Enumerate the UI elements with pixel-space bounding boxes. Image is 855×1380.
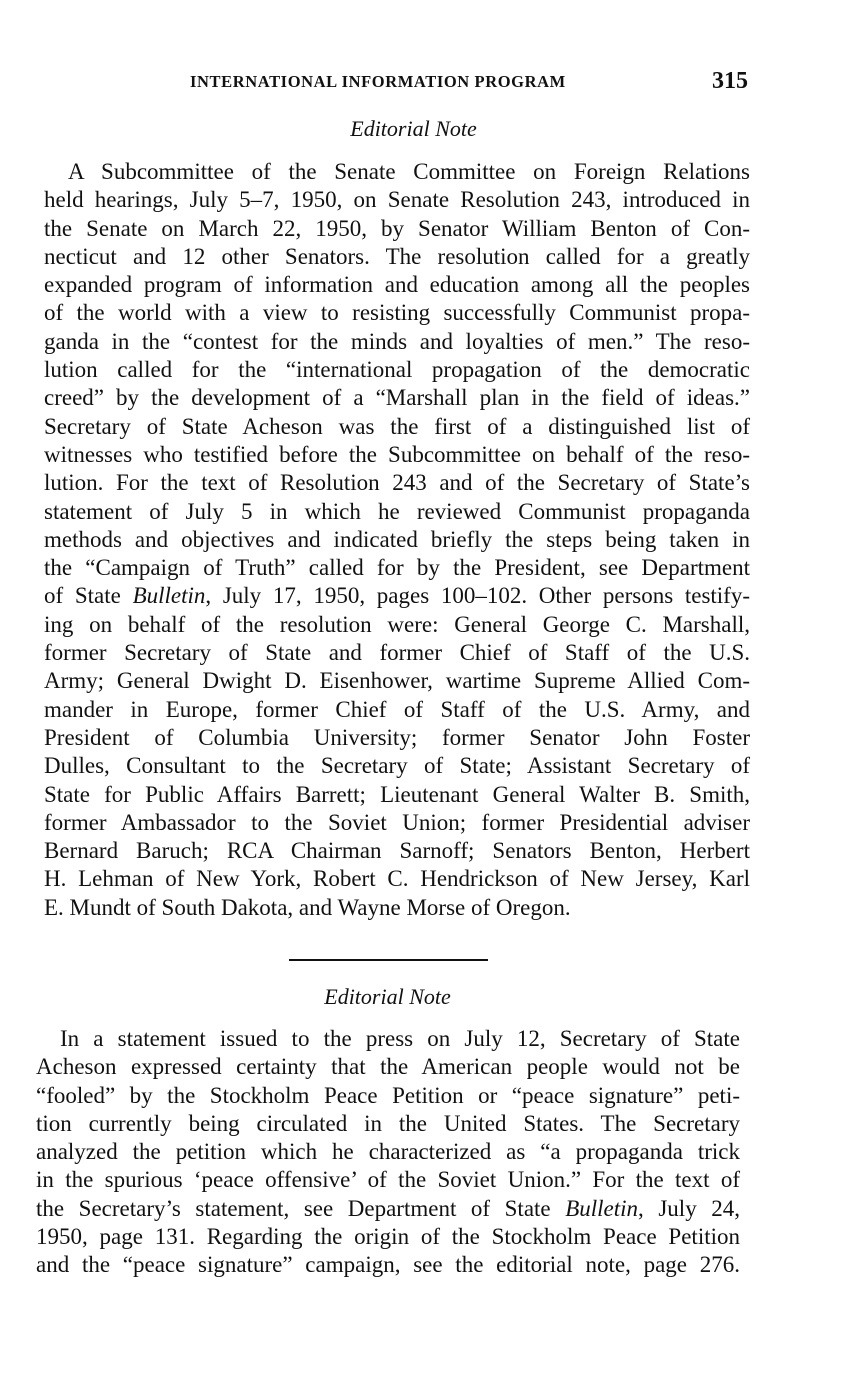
paragraph-line: President of Columbia University; former Senator John Foster — [44, 724, 750, 750]
paragraph-line: tion currently being circulated in the United States. The Secretary — [36, 1110, 740, 1136]
section-divider — [289, 959, 488, 961]
paragraph-line: former Secretary of State and former Chief of Staff of the U.S. — [44, 640, 750, 666]
running-head: INTERNATIONAL INFORMATION PROGRAM — [190, 72, 566, 91]
line-segment: of State — [44, 583, 121, 609]
paragraph-line: of the world with a view to resisting successfully Communist propa- — [44, 300, 750, 326]
line-segment: the Secretary’s statement, see Department of State — [36, 1195, 551, 1221]
line-segment: , July 17, 1950, pages 100–102. Other persons testify- — [205, 583, 750, 609]
paragraph-line: methods and objectives and indicated briefly the steps being taken in — [44, 526, 750, 552]
paragraph-line: in the spurious ‘peace offensive’ of the Soviet Union.” For the text of — [36, 1167, 740, 1193]
page-number: 315 — [712, 68, 748, 94]
paragraph-line: Acheson expressed certainty that the American people would not be — [36, 1054, 740, 1080]
bulletin-citation: Bulletin — [132, 583, 206, 609]
paragraph-line: 1950, page 131. Regarding the origin of the Stockholm Peace Petition — [36, 1224, 740, 1250]
paragraph-line: and the “peace signature” campaign, see the editorial note, page 276. — [36, 1252, 740, 1278]
paragraph-line: Bernard Baruch; RCA Chairman Sarnoff; Senators Benton, Herbert — [44, 838, 750, 864]
paragraph-line: mander in Europe, former Chief of Staff of the U.S. Army, and — [44, 696, 750, 722]
paragraph-line — [44, 582, 750, 610]
bulletin-citation: Bulletin — [565, 1195, 639, 1221]
paragraph-line: necticut and 12 other Senators. The resolution called for a greatly — [44, 243, 750, 269]
paragraph-line: statement of July 5 in which he reviewed Communist propaganda — [44, 498, 750, 524]
paragraph-line: lution called for the “international propagation of the democratic — [44, 357, 750, 383]
paragraph-line: lution. For the text of Resolution 243 and of the Secretary of State’s — [44, 470, 750, 496]
paragraph-line: Army; General Dwight D. Eisenhower, wartime Supreme Allied Com- — [44, 668, 750, 694]
editorial-note-paragraph-2 — [36, 1025, 740, 1280]
paragraph-line: “fooled” by the Stockholm Peace Petition or “peace signature” peti- — [36, 1082, 740, 1108]
paragraph-line: analyzed the petition which he characterized as “a propaganda trick — [36, 1139, 740, 1165]
paragraph-line: ganda in the “contest for the minds and loyalties of men.” The reso- — [44, 328, 750, 354]
paragraph-line: State for Public Affairs Barrett; Lieutenant General Walter B. Smith, — [44, 781, 750, 807]
paragraph-line: E. Mundt of South Dakota, and Wayne Morse of Oregon. — [44, 894, 571, 920]
editorial-note-paragraph-1 — [44, 158, 750, 922]
paragraph-line: ing on behalf of the resolution were: General George C. Marshall, — [44, 611, 750, 637]
paragraph-line: H. Lehman of New York, Robert C. Hendrickson of New Jersey, Karl — [44, 866, 750, 892]
paragraph-line: Dulles, Consultant to the Secretary of State; Assistant Secretary of — [44, 753, 750, 779]
paragraph-line: held hearings, July 5–7, 1950, on Senate Resolution 243, introduced in — [44, 187, 750, 213]
paragraph-line: witnesses who testified before the Subcommittee on behalf of the reso- — [44, 441, 750, 467]
editorial-note-title-2: Editorial Note — [324, 984, 451, 1009]
paragraph-line: expanded program of information and education among all the peoples — [44, 272, 750, 298]
paragraph-line: the Senate on March 22, 1950, by Senator William Benton of Con- — [44, 215, 750, 241]
paragraph-line: A Subcommittee of the Senate Committee on Foreign Relations — [68, 159, 750, 184]
editorial-note-title-1: Editorial Note — [350, 116, 477, 141]
paragraph-line: Secretary of State Acheson was the first of a distinguished list of — [44, 413, 750, 439]
paragraph-line: the “Campaign of Truth” called for by the President, see Department — [44, 555, 750, 581]
paragraph-line — [36, 1195, 740, 1223]
paragraph-line: In a statement issued to the press on July 12, Secretary of State — [60, 1026, 740, 1051]
line-segment: , July 24, — [638, 1195, 741, 1221]
paragraph-line: former Ambassador to the Soviet Union; former Presidential adviser — [44, 809, 750, 835]
paragraph-line: creed” by the development of a “Marshall plan in the field of ideas.” — [44, 385, 750, 411]
